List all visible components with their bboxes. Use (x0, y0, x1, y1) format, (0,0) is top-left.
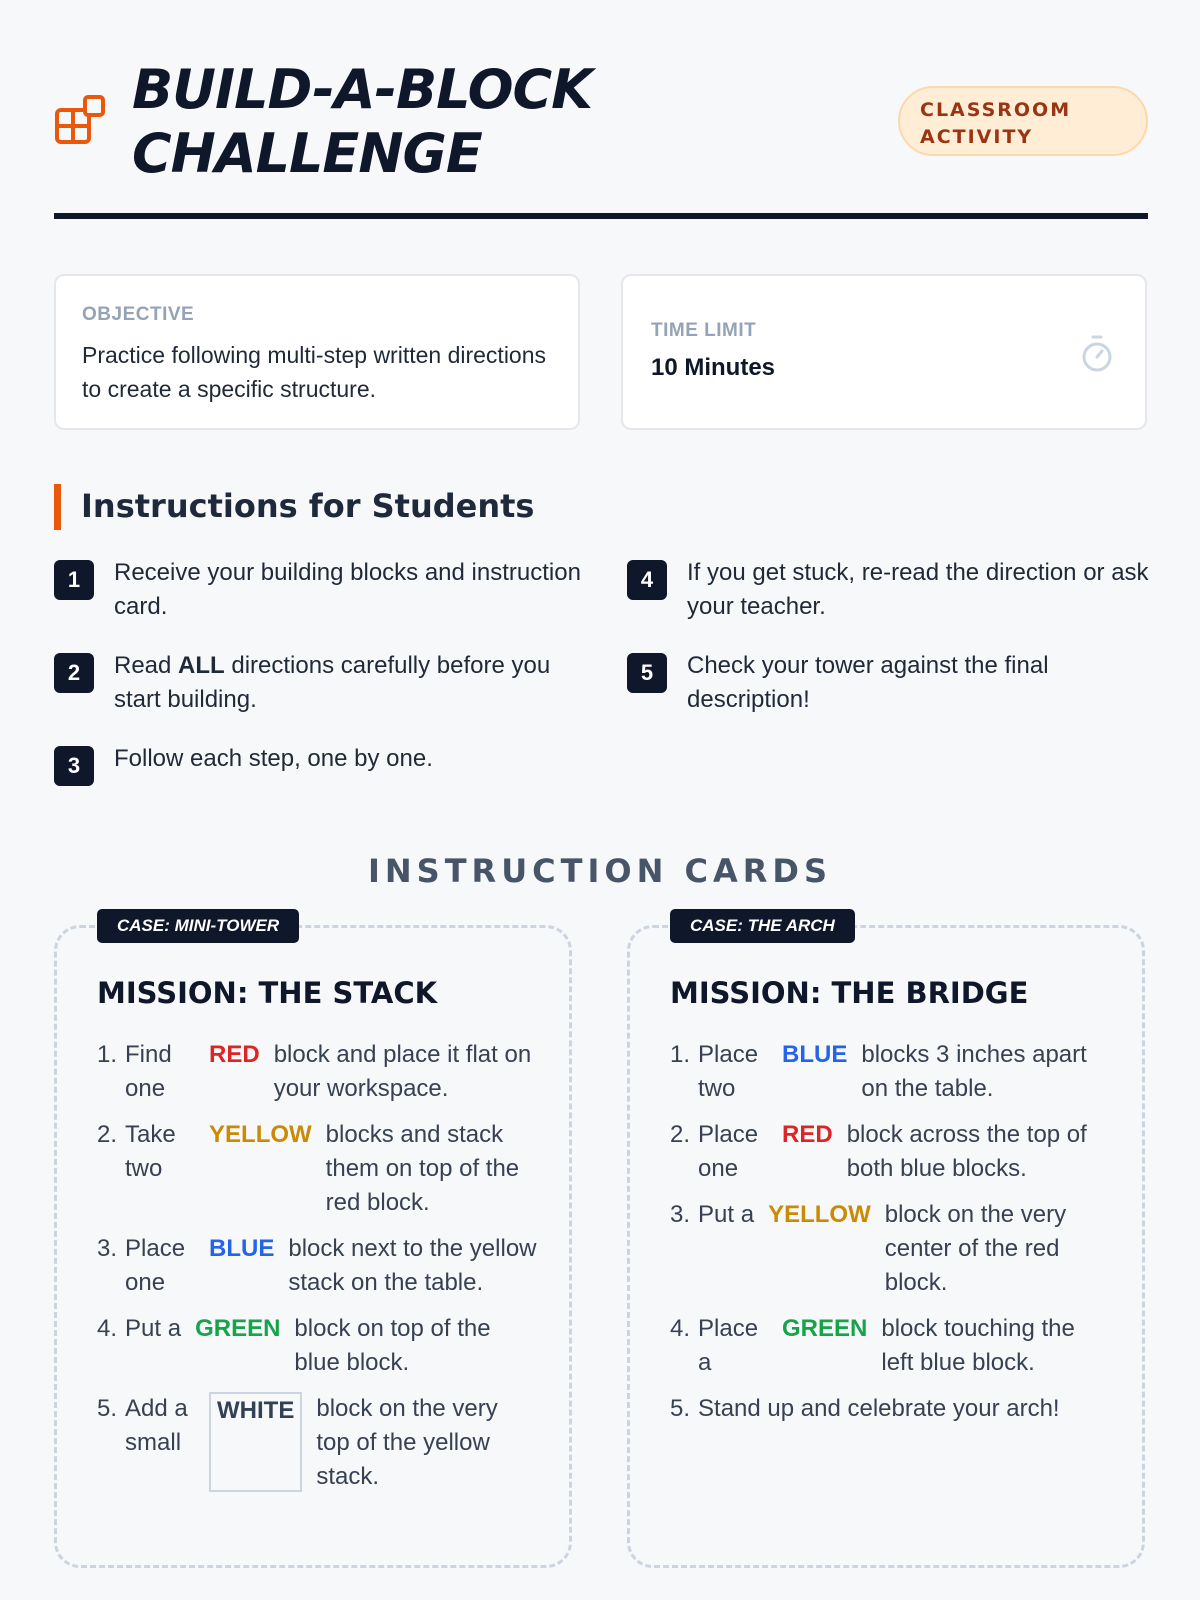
step-text: Check your tower against the final description! (687, 652, 1049, 713)
time-limit-card (621, 274, 1147, 430)
color-word: GREEN (782, 1315, 868, 1342)
color-word: BLUE (782, 1041, 848, 1068)
color-word: YELLOW (768, 1201, 871, 1228)
mission-step: 2. Place one RED block across the top of both blue blocks. (670, 1118, 1110, 1186)
color-word: BLUE (209, 1235, 275, 1262)
mission-step: 3. Put a YELLOW block on the very center of the red block. (670, 1198, 1110, 1300)
step-number: 4 (627, 560, 667, 600)
color-word: RED (209, 1041, 260, 1068)
activity-badge: CLASSROOM ACTIVITY (898, 86, 1148, 156)
mission-step: 2. Take two YELLOW blocks and stack them on top of the red block. (97, 1118, 537, 1220)
mission-steps (97, 1038, 537, 1506)
step-text: Read ALL directions carefully before you start building. (114, 652, 551, 713)
mission-title: MISSION: THE BRIDGE (670, 976, 1029, 1010)
blocks-icon (54, 94, 108, 148)
case-tag: CASE: THE ARCH (670, 909, 855, 943)
mission-step: 1. Place two BLUE blocks 3 inches apart on the table. (670, 1038, 1110, 1106)
step-number: 2 (54, 653, 94, 693)
mission-step: 1. Find one RED block and place it flat on your workspace. (97, 1038, 537, 1106)
stopwatch-icon (1079, 334, 1115, 374)
color-word: GREEN (195, 1315, 281, 1342)
step-text: Follow each step, one by one. (114, 745, 433, 772)
mission-step: 5. Stand up and celebrate your arch! (670, 1395, 1060, 1422)
color-word: RED (782, 1121, 833, 1148)
color-word: YELLOW (209, 1121, 312, 1148)
instructions-title: Instructions for Students (81, 487, 535, 525)
step-number: 1 (54, 560, 94, 600)
mission-step: 3. Place one BLUE block next to the yellow stack on the table. (97, 1232, 537, 1300)
objective-text: Practice following multi-step written directions to create a specific structure. (82, 342, 547, 402)
objective-label: OBJECTIVE (82, 304, 195, 325)
mission-card-stack (54, 916, 572, 1568)
mission-step: 4. Put a GREEN block on top of the blue block. (97, 1312, 537, 1380)
header-divider (54, 213, 1148, 219)
page-header (54, 58, 1148, 190)
cards-heading: INSTRUCTION CARDS (367, 852, 833, 890)
step-number: 3 (54, 746, 94, 786)
color-word: WHITE (209, 1392, 302, 1492)
time-limit-label: TIME LIMIT (651, 320, 757, 341)
step-text: Receive your building blocks and instruction card. (114, 559, 581, 620)
page-title: BUILD-A-BLOCK CHALLENGE (132, 58, 592, 185)
mission-step: 5. Add a small WHITE block on the very top of the yellow stack. (97, 1392, 537, 1494)
emphasis-all: ALL (178, 652, 225, 679)
case-tag: CASE: MINI-TOWER (97, 909, 299, 943)
section-accent-bar (54, 484, 61, 530)
mission-title: MISSION: THE STACK (97, 976, 438, 1010)
time-limit-value: 10 Minutes (651, 354, 776, 381)
mission-card-bridge (627, 916, 1145, 1568)
mission-steps (670, 1038, 1110, 1438)
objective-card (54, 274, 580, 430)
step-number: 5 (627, 653, 667, 693)
mission-step: 4. Place a GREEN block touching the left blue block. (670, 1312, 1110, 1380)
step-text: If you get stuck, re-read the direction or ask your teacher. (687, 559, 1149, 620)
